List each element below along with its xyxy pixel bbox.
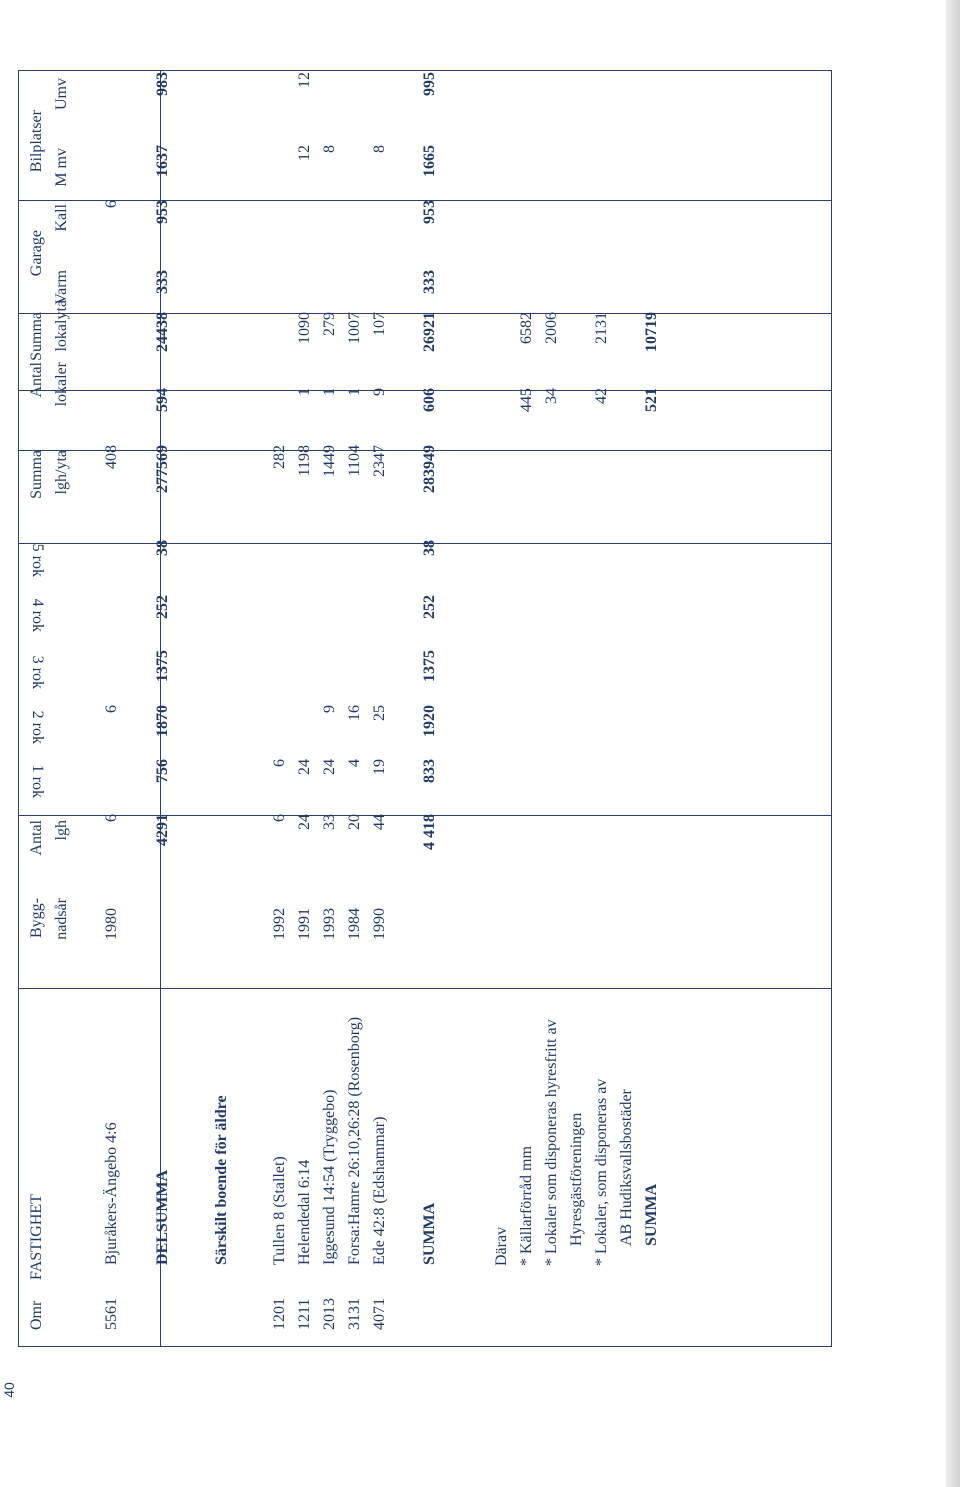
cell-kall: 6 [103, 200, 120, 208]
cell-sumlok: 24438 [154, 312, 171, 352]
header-fastighet: FASTIGHET [28, 1194, 45, 1280]
cell-mmv: 12 [296, 145, 313, 161]
note-hudiksvallsbostader: AB Hudiksvallsbostäder [618, 1089, 635, 1246]
cell-r1: 6 [271, 759, 288, 767]
cell-antal: 20 [346, 814, 363, 830]
header-bilplatser: Bilplatser [28, 110, 45, 173]
cell-summa: 1198 [296, 445, 313, 477]
header-summa-lgh: Summa [28, 450, 45, 499]
cell-antal: 24 [296, 814, 313, 830]
cell-fastighet: Helendedal 6:14 [296, 1159, 313, 1265]
cell-mmv: 1637 [154, 145, 171, 177]
header-garage-kall: Kall [53, 204, 70, 232]
cell-fastighet: DELSUMMA [154, 1169, 171, 1265]
cell-varm: 333 [421, 270, 438, 294]
header-rok5: 5 rok [29, 543, 46, 577]
cell-antlok: 1 [321, 388, 338, 396]
cell-antal: 33 [321, 814, 338, 830]
cell-r2: 1920 [421, 705, 438, 737]
header-rok3: 3 rok [29, 655, 46, 689]
note-hyresfritt: * Lokaler som disponeras hyresfritt av [543, 1019, 560, 1266]
cell-kall: 953 [154, 200, 171, 224]
header-bilplatser-umv: Umv [53, 78, 70, 110]
cell-summa: 1449 [321, 445, 338, 477]
header-summa-lgh: lgh/yta [53, 450, 70, 495]
cell-omr: 1211 [296, 1298, 313, 1330]
notes-summa-lokalyta: 10719 [643, 312, 660, 352]
cell-r4: 252 [154, 595, 171, 619]
cell-r3: 1375 [154, 650, 171, 682]
header-byggnadsar: Bygg- [28, 898, 45, 938]
header-antal-lokaler: Antal [28, 362, 45, 398]
header-bilplatser-mmv: M mv [53, 148, 70, 187]
cell-byggnadsar: 1980 [103, 908, 120, 940]
header-summa-lokalyta: lokalyta [53, 300, 70, 352]
cell-r2: 6 [103, 705, 120, 713]
cell-umv: 995 [421, 72, 438, 96]
header-omr: Omr [28, 1300, 45, 1330]
header-summa-lokalyta: Summa [28, 312, 45, 361]
cell-mmv: 8 [321, 145, 338, 153]
cell-fastighet: Ede 42:8 (Edshammar) [371, 1116, 388, 1265]
cell-sumlok: 107 [371, 312, 388, 336]
cell-omr: 1201 [271, 1298, 288, 1330]
header-antal-lgh: Antal [28, 820, 45, 856]
cell-omr: 2013 [321, 1298, 338, 1330]
cell-fastighet: Iggesund 14:54 (Tryggebo) [321, 1089, 338, 1265]
header-rok1: 1 rok [29, 764, 46, 798]
cell-antlok: 606 [421, 388, 438, 412]
cell-summa: 283949 [421, 445, 438, 493]
header-rok2: 2 rok [29, 710, 46, 744]
cell-sumlok: 26921 [421, 312, 438, 352]
rotated-table [18, 70, 832, 1347]
page-number: 40 [1, 1382, 17, 1398]
note-summa-lokalyta: 2006 [543, 312, 560, 344]
header-byggnadsar: nadsår [53, 898, 70, 940]
cell-r1: 19 [371, 759, 388, 775]
cell-antlok: 9 [371, 388, 388, 396]
note-hyresgastforeningen: Hyresgästföreningen [568, 1112, 585, 1246]
note-disponeras: * Lokaler, som disponeras av [593, 1078, 610, 1266]
cell-sumlok: 1090 [296, 312, 313, 344]
cell-r1: 833 [421, 759, 438, 783]
cell-sumlok: 1007 [346, 312, 363, 344]
cell-fastighet: Tullen 8 (Stallet) [271, 1156, 288, 1265]
cell-fastighet: SUMMA [421, 1202, 438, 1265]
cell-byggnadsar: 1992 [271, 908, 288, 940]
cell-antal: 6 [103, 814, 120, 822]
note-kallarforrad: * Källarförråd mm [518, 1146, 535, 1266]
cell-r5: 38 [154, 540, 171, 556]
header-antal-lgh: lgh [53, 820, 70, 841]
cell-byggnadsar: 1984 [346, 908, 363, 940]
cell-summa: 282 [271, 445, 288, 469]
cell-fastighet: Bjuråkers-Ängebo 4:6 [103, 1122, 120, 1265]
cell-r1: 24 [296, 759, 313, 775]
cell-antal: 4 418 [421, 814, 438, 850]
cell-r2: 25 [371, 705, 388, 721]
cell-byggnadsar: 1990 [371, 908, 388, 940]
section-heading: Särskilt boende för äldre [213, 1095, 230, 1265]
cell-r2: 1870 [154, 705, 171, 737]
cell-umv: 12 [296, 72, 313, 88]
cell-fastighet: Forsa:Hamre 26:10,26:28 (Rosenborg) [346, 1016, 363, 1265]
cell-r4: 252 [421, 595, 438, 619]
cell-r2: 9 [321, 705, 338, 713]
cell-r3: 1375 [421, 650, 438, 682]
cell-r2: 16 [346, 705, 363, 721]
notes-summa-antal-lokaler: 521 [643, 388, 660, 412]
cell-r5: 38 [421, 540, 438, 556]
cell-umv: 983 [154, 72, 171, 96]
cell-omr: 3131 [346, 1298, 363, 1330]
cell-sumlok: 279 [321, 312, 338, 336]
cell-summa: 2347 [371, 445, 388, 477]
header-rok4: 4 rok [29, 598, 46, 632]
cell-mmv: 1665 [421, 145, 438, 177]
cell-r1: 756 [154, 759, 171, 783]
cell-antal: 4291 [154, 814, 171, 846]
cell-omr: 5561 [103, 1298, 120, 1330]
note-antal-lokaler: 34 [543, 388, 560, 404]
cell-summa: 1104 [346, 445, 363, 477]
note-antal-lokaler: 445 [518, 388, 535, 412]
notes-darav: Därav [493, 1226, 510, 1266]
cell-byggnadsar: 1993 [321, 908, 338, 940]
cell-antal: 6 [271, 814, 288, 822]
cell-byggnadsar: 1991 [296, 908, 313, 940]
note-antal-lokaler: 42 [593, 388, 610, 404]
cell-varm: 333 [154, 270, 171, 294]
cell-summa: 408 [103, 445, 120, 469]
cell-antlok: 1 [346, 388, 363, 396]
cell-antlok: 1 [296, 388, 313, 396]
note-summa-lokalyta: 2131 [593, 312, 610, 344]
cell-r1: 4 [346, 759, 363, 767]
header-garage-varm: Varm [53, 270, 70, 305]
cell-mmv: 8 [371, 145, 388, 153]
cell-antal: 44 [371, 814, 388, 830]
cell-antlok: 594 [154, 388, 171, 412]
cell-omr: 4071 [371, 1298, 388, 1330]
cell-kall: 953 [421, 200, 438, 224]
cell-r1: 24 [321, 759, 338, 775]
page-edge-shadow [946, 0, 960, 1487]
header-garage: Garage [28, 230, 45, 277]
header-antal-lokaler: lokaler [53, 362, 70, 407]
note-summa-lokalyta: 6582 [518, 312, 535, 344]
notes-summa: SUMMA [643, 1183, 660, 1246]
cell-summa: 277569 [154, 445, 171, 493]
